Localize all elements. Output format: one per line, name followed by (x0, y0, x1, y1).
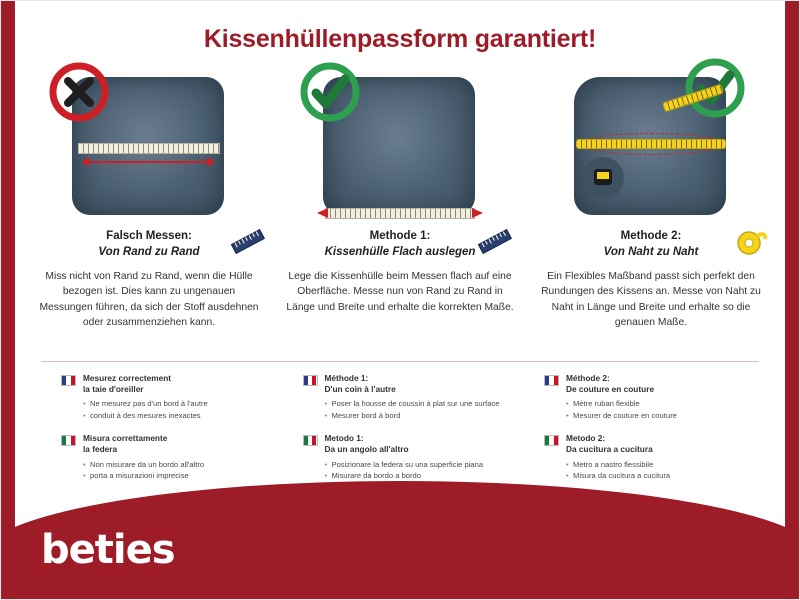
translation-title-line1: Metodo 2: (566, 433, 606, 444)
panel-body: Lege die Kissenhülle beim Messen flach auf eine Oberfläche. Messe nun von Rand zu Rand in Länge und Breite und erhalte die korrekten Maße. (286, 271, 514, 313)
panel-body: Miss nicht von Rand zu Rand, wenn die Hülle bezogen ist. Dies kann zu ungenauen Messungen führen, da sich der Stoff ausdehnen oder zusammenziehen kann. (39, 271, 259, 329)
translation-title-line1: Mesurez correctement (83, 373, 172, 383)
list-item: • conduit à des mesures inexactes (83, 410, 276, 421)
list-item: • Non misurare da un bordo all'altro (83, 459, 276, 470)
translation-title-line2: De couture en couture (566, 384, 655, 395)
translations-column (61, 373, 276, 493)
cross-icon (48, 61, 110, 123)
translations-column (303, 373, 518, 493)
list-item: • Mètre ruban flexible (566, 398, 759, 409)
list-item: • Metro a nastro flessibile (566, 459, 759, 470)
method-panels (29, 69, 771, 359)
list-item: • Mesurer de couture en couture (566, 410, 759, 421)
flag-it-icon (544, 435, 559, 446)
measuring-tape (325, 208, 475, 219)
translations-grid (61, 373, 759, 493)
list-item: • Misura da cucitura a cucitura (566, 470, 759, 481)
panel-heading-line2: Von Rand zu Rand (98, 245, 200, 258)
translation-block-it (303, 433, 518, 481)
pillow-illustration-method1 (315, 69, 485, 219)
list-item: • Misurare da bordo a bordo (325, 470, 518, 481)
footer-band (1, 481, 799, 599)
translation-list (566, 459, 759, 482)
translation-title-line2: la taie d'oreiller (83, 384, 144, 395)
list-item: • Poser la housse de coussin à plat sur une surface (325, 398, 518, 409)
section-divider (41, 361, 759, 362)
panel-method-2 (531, 69, 771, 359)
flexible-tape-measure (576, 139, 726, 149)
translations-column (544, 373, 759, 493)
panel-caption (280, 229, 520, 315)
panel-method-1 (280, 69, 520, 359)
measuring-tape (78, 143, 220, 154)
flag-it-icon (303, 435, 318, 446)
translation-title-line2: D'un coin à l'autre (324, 384, 396, 395)
flag-fr-icon (544, 375, 559, 386)
panel-caption (531, 229, 771, 331)
list-item: • Ne mesurez pas d'un bord à l'autre (83, 398, 276, 409)
flag-it-icon (61, 435, 76, 446)
flag-fr-icon (61, 375, 76, 386)
list-item: • porta a misurazioni imprecise (83, 470, 276, 481)
translation-list (566, 398, 759, 421)
measure-arrow-right (471, 205, 485, 221)
page-title: Kissenhüllenpassform garantiert! (203, 25, 597, 53)
list-item: • Mesurer bord à bord (325, 410, 518, 421)
panel-caption (29, 229, 269, 331)
translation-block-fr (544, 373, 759, 421)
translation-title-line1: Misura correttamente (83, 433, 168, 444)
ruler-icon (227, 227, 267, 257)
brand-logo: beties (41, 527, 175, 573)
translation-title-line2: Da cucitura a cucitura (566, 444, 653, 455)
translation-title-line1: Méthode 2: (566, 373, 610, 383)
panel-body: Ein Flexibles Maßband passt sich perfekt den Rundungen des Kissens an. Messe von Naht zu Naht in Länge und Breite und erhalte so die genauen Maße. (541, 271, 761, 329)
translation-list (83, 398, 276, 421)
pillow-illustration-wrong (64, 69, 234, 219)
translation-title-line1: Metodo 1: (324, 433, 364, 444)
tape-measure-case-icon (580, 155, 626, 201)
translation-list (83, 459, 276, 482)
translation-title-line2: Da un angolo all'altro (324, 444, 409, 455)
translation-list (325, 398, 518, 421)
measure-arrow-left (315, 205, 329, 221)
check-icon (299, 61, 361, 123)
panel-heading-line1: Falsch Messen: (106, 230, 192, 242)
tape-measure-icon (729, 227, 769, 257)
translation-title-line2: la federa (83, 444, 118, 455)
translation-list (325, 459, 518, 482)
list-item: • Posizionare la federa su una superficie piana (325, 459, 518, 470)
measure-arrow (88, 161, 208, 163)
flag-fr-icon (303, 375, 318, 386)
panel-heading-line2: Kissenhülle Flach auslegen (324, 245, 476, 258)
translation-block-fr (61, 373, 276, 421)
ruler-icon (474, 227, 514, 257)
pillow-illustration-method2 (566, 69, 736, 219)
panel-heading-line1: Methode 2: (620, 230, 682, 242)
translation-block-fr (303, 373, 518, 421)
panel-heading-line2: Von Naht zu Naht (603, 245, 699, 258)
panel-wrong-method (29, 69, 269, 359)
panel-heading-line1: Methode 1: (369, 230, 431, 242)
translation-title-line1: Méthode 1: (324, 373, 369, 383)
translation-block-it (61, 433, 276, 481)
translation-block-it (544, 433, 759, 481)
